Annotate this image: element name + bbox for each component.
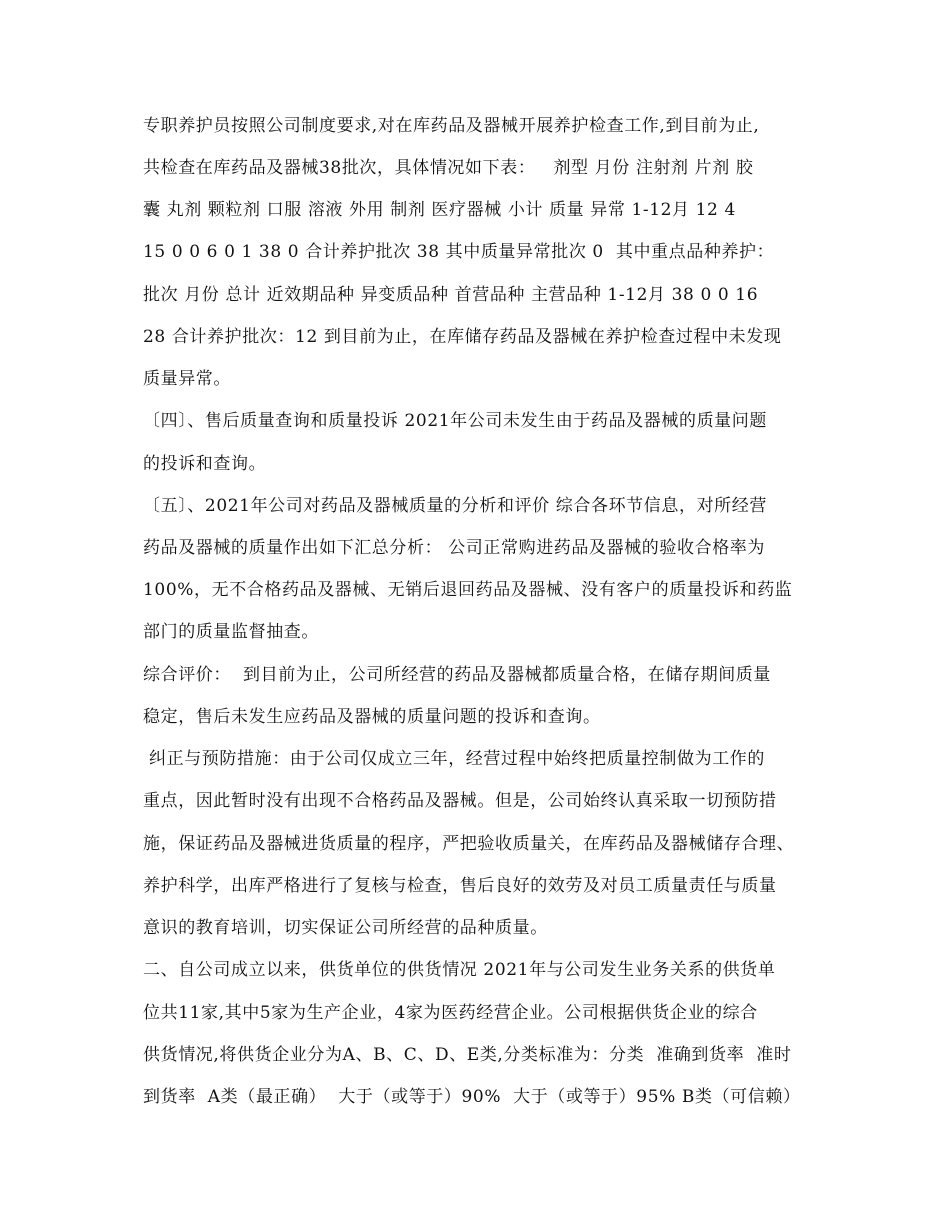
text-line: 意识的教育培训，切实保证公司所经营的品种质量。	[143, 918, 548, 938]
text-line: 施，保证药品及器械进货质量的程序，严把验收质量关，在库药品及器械储存合理、	[143, 834, 795, 854]
text-line: 15 0 0 6 0 1 38 0 合计养护批次 38 其中质量异常批次 0 其中重点品种养护：	[143, 242, 775, 262]
text-line: 28 合计养护批次：12 到目前为止，在库储存药品及器械在养护检查过程中未发现	[143, 327, 782, 347]
text-line: 批次 月份 总计 近效期品种 异变质品种 首营品种 主营品种 1-12月 38 0 0 16	[143, 285, 759, 305]
text-line: 到货率 A类（最正确） 大于（或等于）90% 大于（或等于）95% B类（可信赖）	[143, 1087, 801, 1107]
text-line: 共检查在库药品及器械38批次，具体情况如下表： 剂型 月份 注射剂 片剂 胶	[143, 158, 754, 178]
text-line: 位共11家,其中5家为生产企业，4家为医药经营企业。公司根据供货企业的综合	[143, 1003, 758, 1023]
text-line: 供货情况,将供货企业分为A、B、C、D、E类,分类标准为：分类 准确到货率 准时	[143, 1045, 792, 1065]
text-line: 药品及器械的质量作出如下汇总分析： 公司正常购进药品及器械的验收合格率为	[143, 538, 766, 558]
text-line: 稳定，售后未发生应药品及器械的质量问题的投诉和查询。	[143, 707, 601, 727]
text-line: 100%，无不合格药品及器械、无销后退回药品及器械、没有客户的质量投诉和药监	[143, 580, 793, 600]
text-line: 养护科学，出库严格进行了复核与检查，售后良好的效劳及对员工质量责任与质量	[143, 876, 777, 896]
text-line: 质量异常。	[143, 369, 231, 389]
section-heading-two: 二、自公司成立以来，供货单位的供货情况 2021年与公司发生业务关系的供货单	[143, 960, 776, 980]
summary-evaluation: 综合评价： 到目前为止，公司所经营的药品及器械都质量合格，在储存期间质量	[143, 665, 772, 685]
section-heading-four: 〔四〕、售后质量查询和质量投诉 2021年公司未发生由于药品及器械的质量问题	[143, 411, 767, 431]
section-heading-five: 〔五〕、2021年公司对药品及器械质量的分析和评价 综合各环节信息，对所经营	[143, 496, 767, 516]
text-line: 囊 丸剂 颗粒剂 口服 溶液 外用 制剂 医疗器械 小计 质量 异常 1-12月 12 4	[143, 200, 736, 220]
text-line: 专职养护员按照公司制度要求,对在库药品及器械开展养护检查工作,到目前为止,	[143, 116, 760, 136]
text-line: 重点，因此暂时没有出现不合格药品及器械。但是，公司始终认真采取一切预防措	[143, 791, 777, 811]
corrective-measures: 纠正与预防措施：由于公司仅成立三年，经营过程中始终把质量控制做为工作的	[143, 749, 766, 769]
text-line: 的投诉和查询。	[143, 454, 267, 474]
text-line: 部门的质量监督抽查。	[143, 622, 319, 642]
